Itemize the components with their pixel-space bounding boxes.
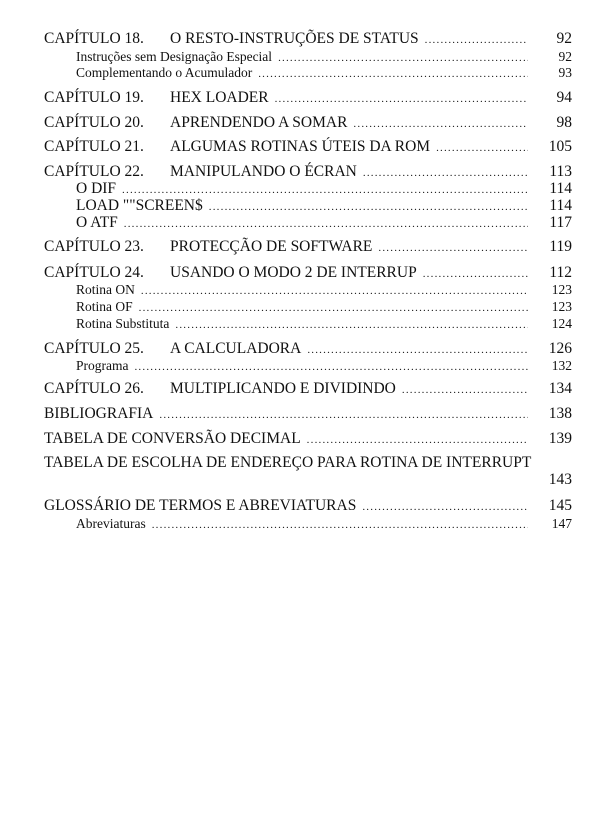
dot-leader <box>378 242 528 254</box>
toc-entry <box>0 264 606 282</box>
entry-title: O ATF <box>76 214 118 231</box>
page-number: 126 <box>548 340 572 357</box>
page-number: 113 <box>549 163 572 180</box>
entry-title: GLOSSÁRIO DE TERMOS E ABREVIATURAS <box>44 497 357 514</box>
toc-entry <box>0 405 606 423</box>
chapter-number: CAPÍTULO 19. <box>44 89 144 106</box>
page-number: 117 <box>549 214 572 231</box>
toc-entry <box>0 340 606 358</box>
toc-subentry <box>0 65 606 81</box>
chapter-number: CAPÍTULO 25. <box>44 340 144 357</box>
chapter-number: CAPÍTULO 22. <box>44 163 144 180</box>
page-number: 139 <box>548 430 572 447</box>
entry-title: TABELA DE ESCOLHA DE ENDEREÇO PARA ROTINA DE INTERRUPT <box>44 454 532 471</box>
chapter-number: CAPÍTULO 26. <box>44 380 144 397</box>
dot-leader <box>307 434 528 446</box>
page-number: 112 <box>549 264 572 281</box>
page-number: 92 <box>558 49 572 64</box>
dot-leader <box>362 501 528 513</box>
page-number: 105 <box>548 138 572 155</box>
toc-entry <box>0 238 606 256</box>
page-number: 147 <box>551 516 572 531</box>
page-number: 92 <box>556 30 572 47</box>
dot-leader <box>307 344 528 356</box>
dot-leader <box>436 142 528 154</box>
page-number: 119 <box>549 238 572 255</box>
toc-entry <box>0 114 606 132</box>
entry-title: Abreviaturas <box>76 516 146 531</box>
dot-leader <box>124 218 528 230</box>
entry-title: BIBLIOGRAFIA <box>44 405 154 422</box>
toc-subentry <box>0 282 606 298</box>
page-number: 143 <box>548 471 572 488</box>
entry-title: O RESTO-INSTRUÇÕES DE STATUS <box>170 30 419 47</box>
toc-entry <box>0 163 606 181</box>
toc-subentry <box>0 197 606 215</box>
page-number: 138 <box>548 405 572 422</box>
entry-title: HEX LOADER <box>170 89 269 106</box>
entry-title: Instruções sem Designação Especial <box>76 49 273 64</box>
dot-leader <box>122 184 528 196</box>
page-number: 134 <box>548 380 572 397</box>
toc-entry <box>0 430 606 448</box>
toc-subentry <box>0 180 606 198</box>
page-number: 124 <box>551 316 572 331</box>
entry-title: Rotina ON <box>76 282 135 297</box>
dot-leader <box>139 302 528 314</box>
chapter-number: CAPÍTULO 23. <box>44 238 144 255</box>
page-number: 114 <box>549 180 572 197</box>
page-number: 93 <box>558 65 572 80</box>
entry-title: MULTIPLICANDO E DIVIDINDO <box>170 380 396 397</box>
dot-leader <box>425 34 528 46</box>
entry-title: ALGUMAS ROTINAS ÚTEIS DA ROM <box>170 138 431 155</box>
toc-subentry <box>0 49 606 65</box>
toc-entry <box>0 380 606 398</box>
entry-title: USANDO O MODO 2 DE INTERRUP <box>170 264 417 281</box>
dot-leader <box>152 519 528 531</box>
entry-title: Complementando o Acumulador <box>76 65 253 80</box>
entry-title: Rotina Substituta <box>76 316 170 331</box>
chapter-number: CAPÍTULO 21. <box>44 138 144 155</box>
dot-leader <box>275 93 528 105</box>
page-number: 123 <box>551 282 572 297</box>
entry-title: A CALCULADORA <box>170 340 302 357</box>
toc-subentry <box>0 516 606 532</box>
entry-title: APRENDENDO A SOMAR <box>170 114 348 131</box>
dot-leader <box>353 118 528 130</box>
page-number: 145 <box>548 497 572 514</box>
dot-leader <box>423 268 528 280</box>
dot-leader <box>402 384 528 396</box>
toc-subentry <box>0 299 606 315</box>
dot-leader <box>278 52 528 64</box>
toc-entry <box>0 89 606 107</box>
dot-leader <box>159 409 528 421</box>
entry-title: O DIF <box>76 180 117 197</box>
toc-entry <box>0 138 606 156</box>
dot-leader <box>363 167 528 179</box>
chapter-number: CAPÍTULO 18. <box>44 30 144 47</box>
dot-leader <box>258 68 528 80</box>
dot-leader <box>134 361 528 373</box>
page-number: 123 <box>551 299 572 314</box>
page-number: 98 <box>556 114 572 131</box>
toc-entry-wrapped <box>0 455 606 489</box>
toc-subentry <box>0 316 606 332</box>
chapter-number: CAPÍTULO 20. <box>44 114 144 131</box>
entry-title: PROTECÇÃO DE SOFTWARE <box>170 238 373 255</box>
toc-entry <box>0 30 606 48</box>
entry-title: LOAD ""SCREEN$ <box>76 197 203 214</box>
toc-subentry <box>0 358 606 374</box>
page-number: 114 <box>549 197 572 214</box>
toc-subentry <box>0 214 606 232</box>
page-number: 94 <box>556 89 572 106</box>
toc-entry <box>0 497 606 515</box>
entry-title: Rotina OF <box>76 299 133 314</box>
entry-title: MANIPULANDO O ÉCRAN <box>170 163 357 180</box>
dot-leader <box>141 285 528 297</box>
chapter-number: CAPÍTULO 24. <box>44 264 144 281</box>
entry-title: TABELA DE CONVERSÃO DECIMAL <box>44 430 301 447</box>
dot-leader <box>209 201 528 213</box>
dot-leader <box>175 319 528 331</box>
entry-title: Programa <box>76 358 129 373</box>
page-number: 132 <box>551 358 572 373</box>
